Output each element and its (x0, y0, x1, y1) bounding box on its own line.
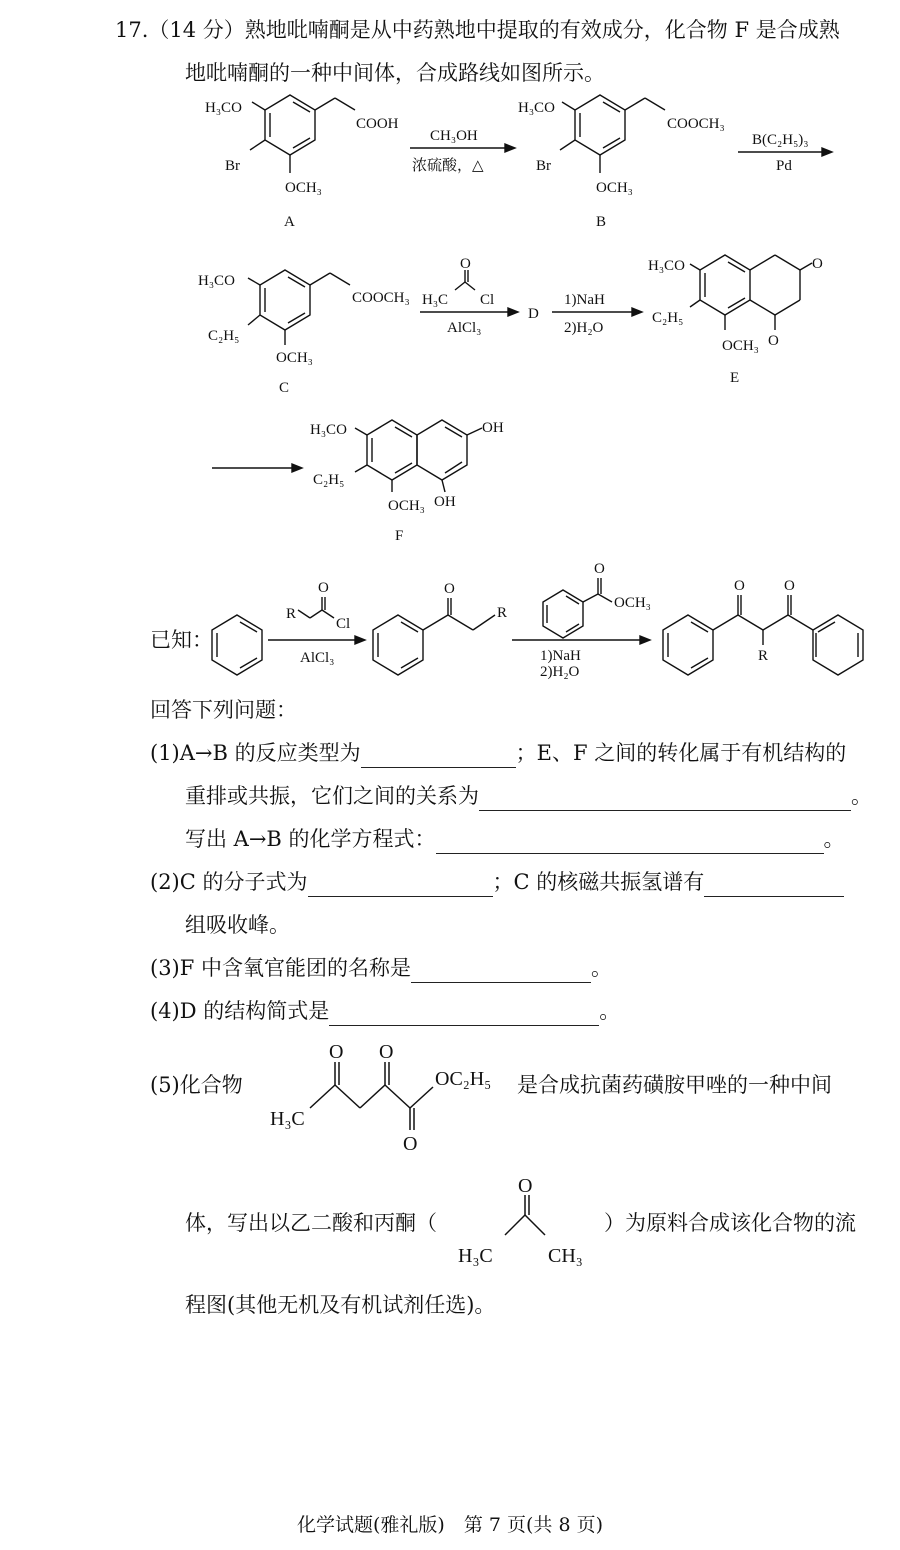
b-h3co: H₃CO (518, 100, 555, 116)
q5-o3: O (403, 1133, 418, 1155)
q5-oc2h5: OC₂H₅ (435, 1068, 492, 1090)
label-b: B (596, 214, 607, 230)
compound-b-structure (560, 95, 665, 173)
known-product-1-structure (373, 598, 495, 675)
questions-header: 回答下列问题： (150, 698, 297, 722)
q3-text-a: (3)F 中含氧官能团的名称是 (150, 956, 411, 980)
page-footer: 化学试题(雅礼版) 第 7 页(共 8 页) (297, 1514, 603, 1536)
e-o2: O (768, 333, 779, 349)
b-och3: OCH₃ (596, 180, 633, 196)
compound-e-structure (690, 255, 812, 330)
known-benzoate-o: O (594, 561, 605, 577)
c-c2h5: C₂H₅ (208, 328, 240, 344)
known-p2-o2: O (784, 578, 795, 594)
acetone-ch3: CH₃ (548, 1245, 583, 1267)
compound-f-structure (355, 420, 482, 492)
arrow3-bottom: AlCl₃ (447, 320, 482, 336)
q5-line3: 程图(其他无机及有机试剂任选)。 (185, 1293, 496, 1317)
f-oh1: OH (482, 420, 504, 436)
known-p1-o: O (444, 581, 455, 597)
known-p2-r: R (758, 648, 769, 664)
label-a: A (284, 214, 295, 230)
f-och3: OCH₃ (388, 498, 425, 514)
e-och3: OCH₃ (722, 338, 759, 354)
q1-line1 (150, 738, 846, 768)
b-cooch3: COOCH₃ (667, 116, 725, 132)
q5-o2: O (379, 1041, 394, 1063)
q5-line2-b: ）为原料合成该化合物的流 (604, 1211, 856, 1235)
known-r: R (286, 606, 297, 622)
synthesis-scheme (0, 0, 900, 700)
q3-line (150, 953, 612, 983)
arrow2-bottom: Pd (776, 158, 792, 174)
q5-line1-a: (5)化合物 (150, 1073, 243, 1097)
a-br: Br (225, 158, 240, 174)
arrow1-top: CH₃OH (430, 128, 478, 144)
arrow4-top: 1)NaH (564, 292, 605, 308)
q1-text-e: 写出 A→B 的化学方程式： (185, 827, 436, 851)
f-oh2: OH (434, 494, 456, 510)
a-och3: OCH₃ (285, 180, 322, 196)
q1-blank-reaction-type[interactable] (361, 745, 516, 768)
label-e: E (730, 370, 740, 386)
known-benzene-structure (212, 615, 262, 675)
compound-c-structure (248, 270, 350, 345)
q3-text-b: 。 (591, 956, 612, 980)
label-f: F (395, 528, 404, 544)
arrow1-bottom: 浓硫酸，△ (412, 158, 484, 174)
arrow4-bottom: 2)H₂O (564, 320, 604, 336)
e-c2h5: C₂H₅ (652, 310, 684, 326)
arrow3-o: O (460, 256, 471, 272)
acetone-o: O (518, 1175, 533, 1197)
known-arrow2-bottom1: 1)NaH (540, 648, 581, 664)
q5-o1: O (329, 1041, 344, 1063)
f-h3co: H₃CO (310, 422, 347, 438)
q1-line2 (185, 781, 872, 811)
arrow3-h3c: H₃C (422, 292, 449, 308)
q1-line3 (185, 824, 845, 854)
q1-blank-equation[interactable] (436, 831, 824, 854)
c-och3: OCH₃ (276, 350, 313, 366)
known-p2-o1: O (734, 578, 745, 594)
q1-text-c: 重排或共振，它们之间的关系为 (185, 784, 479, 808)
b-br: Br (536, 158, 551, 174)
q1-text-d: 。 (851, 784, 872, 808)
q4-line (150, 996, 620, 1026)
known-label: 已知： (150, 628, 213, 652)
known-arrow-1 (268, 597, 365, 644)
arrow3-cl: Cl (480, 292, 495, 308)
a-h3co: H₃CO (205, 100, 242, 116)
q4-blank-structure[interactable] (329, 1003, 599, 1026)
label-c: C (279, 380, 290, 396)
known-o1: O (318, 580, 329, 596)
known-cl: Cl (336, 616, 351, 632)
q1-text-f: 。 (823, 827, 845, 851)
q2-line1 (150, 867, 844, 897)
arrow2-top: B(C₂H₅)₃ (752, 132, 809, 148)
known-arrow-2 (512, 578, 650, 644)
c-cooch3: COOCH₃ (352, 290, 410, 306)
f-c2h5: C₂H₅ (313, 472, 345, 488)
label-d: D (528, 306, 539, 322)
acetone-h3c: H₃C (458, 1245, 493, 1267)
q4-text-b: 。 (599, 999, 621, 1023)
q2-text-a: (2)C 的分子式为 (150, 870, 308, 894)
q2-text-b: ；C 的核磁共振氢谱有 (492, 870, 705, 894)
q1-text-a: (1)A→B 的反应类型为 (150, 741, 361, 765)
q5-h3c: H₃C (270, 1108, 305, 1130)
q2-line2: 组吸收峰。 (185, 913, 290, 937)
q1-blank-relation[interactable] (479, 788, 851, 811)
e-h3co: H₃CO (648, 258, 685, 274)
a-cooh: COOH (356, 116, 399, 132)
q3-blank-groups[interactable] (411, 960, 591, 983)
e-o1: O (812, 256, 823, 272)
q2-blank-peaks[interactable] (704, 874, 844, 897)
q5-line2-a: 体，写出以乙二酸和丙酮（ (185, 1211, 437, 1235)
question-intro-line1: 17.（14 分）熟地吡喃酮是从中药熟地中提取的有效成分，化合物 F 是合成熟 (115, 18, 840, 42)
q2-blank-formula[interactable] (308, 874, 493, 897)
known-alcl3: AlCl₃ (300, 650, 335, 666)
question-intro-line2: 地吡喃酮的一种中间体，合成路线如图所示。 (185, 61, 605, 85)
c-h3co: H₃CO (198, 273, 235, 289)
q1-text-b: ；E、F 之间的转化属于有机结构的 (515, 741, 847, 765)
known-benzoate-och3: OCH₃ (614, 595, 651, 611)
known-arrow2-bottom2: 2)H₂O (540, 664, 580, 680)
compound-a-structure (250, 95, 355, 173)
q5-line1-b: 是合成抗菌药磺胺甲唑的一种中间 (517, 1073, 832, 1097)
q4-text-a: (4)D 的结构简式是 (150, 999, 330, 1023)
known-p1-r: R (497, 605, 508, 621)
